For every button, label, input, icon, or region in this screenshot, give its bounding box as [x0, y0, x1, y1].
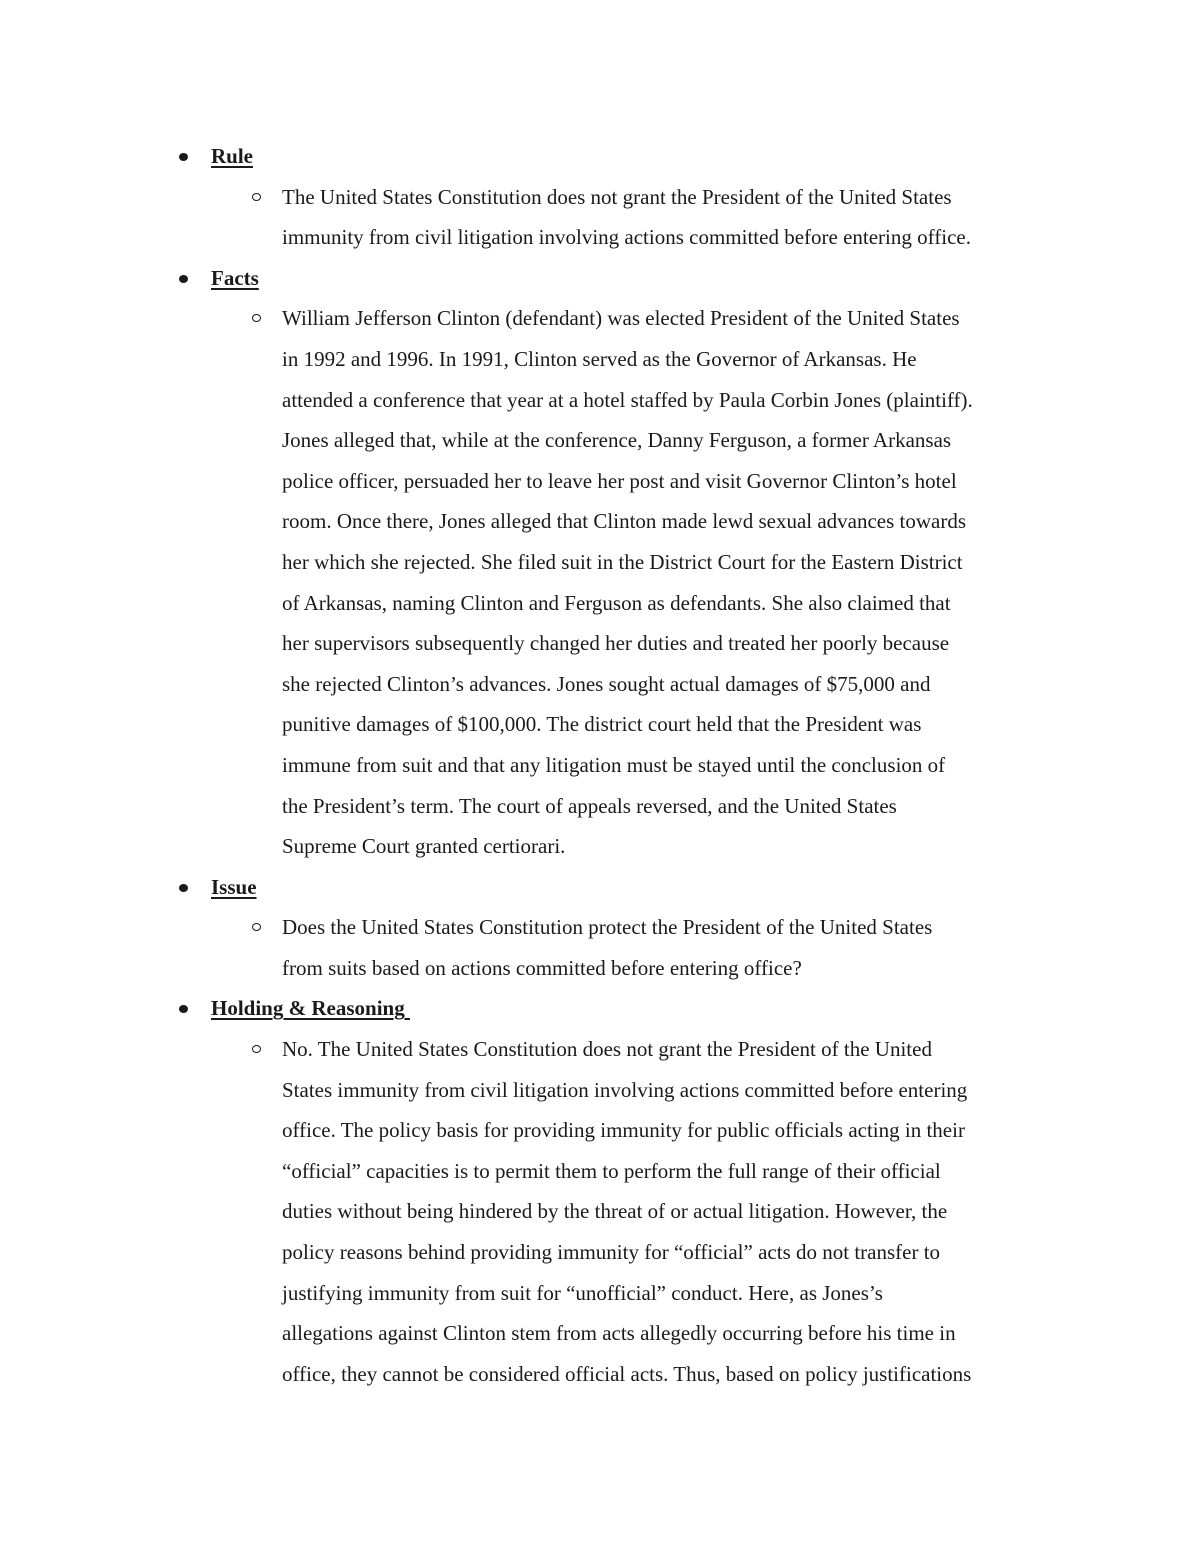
text-line: attended a conference that year at a hotel staffed by Paula Corbin Jones (plaintiff).	[282, 387, 973, 412]
hollow-bullet-icon	[252, 193, 261, 201]
sub-bullet-item	[175, 298, 1075, 866]
paragraph-text	[282, 177, 1075, 258]
text-line: duties without being hindered by the threat of or actual litigation. However, the	[282, 1199, 948, 1224]
text-line: immune from suit and that any litigation must be stayed until the conclusion of	[282, 752, 946, 777]
section-heading: Facts	[211, 265, 259, 290]
section-heading-row	[175, 988, 1075, 1029]
section-rule	[175, 136, 1075, 258]
text-line: States immunity from civil litigation involving actions committed before entering	[282, 1077, 968, 1102]
sub-bullet-item	[175, 907, 1075, 988]
sub-bullet-item	[175, 1029, 1075, 1394]
text-line: policy reasons behind providing immunity for “official” acts do not transfer to	[282, 1240, 941, 1265]
filled-bullet-icon	[179, 1005, 188, 1013]
text-line: room. Once there, Jones alleged that Clinton made lewd sexual advances towards	[282, 509, 967, 534]
section-heading: Rule	[211, 144, 253, 168]
text-line: of Arkansas, naming Clinton and Ferguson as defendants. She also claimed that	[282, 590, 951, 615]
filled-bullet-icon	[179, 884, 188, 892]
section-facts	[175, 258, 1075, 867]
sub-bullet-item	[175, 177, 1075, 258]
case-brief-outline	[175, 136, 1075, 1394]
section-heading-row	[175, 258, 1075, 299]
text-line: William Jefferson Clinton (defendant) was elected President of the United States	[282, 306, 960, 331]
section-heading-row	[175, 867, 1075, 908]
text-line: she rejected Clinton’s advances. Jones sought actual damages of $75,000 and	[282, 671, 931, 696]
text-line: punitive damages of $100,000. The district court held that the President was	[282, 712, 922, 737]
text-line: in 1992 and 1996. In 1991, Clinton served as the Governor of Arkansas. He	[282, 346, 917, 371]
text-line: her supervisors subsequently changed her duties and treated her poorly because	[282, 631, 950, 656]
text-line: Does the United States Constitution protect the President of the United States	[282, 915, 933, 940]
hollow-bullet-icon	[252, 923, 261, 931]
section-heading: Issue	[211, 874, 257, 899]
text-line: police officer, persuaded her to leave her post and visit Governor Clinton’s hotel	[282, 468, 957, 493]
text-line: immunity from civil litigation involving actions committed before entering office.	[282, 225, 971, 250]
filled-bullet-icon	[179, 275, 188, 283]
text-line: The United States Constitution does not grant the President of the United States	[282, 184, 952, 209]
hollow-bullet-icon	[252, 314, 261, 322]
text-line: Jones alleged that, while at the conference, Danny Ferguson, a former Arkansas	[282, 428, 952, 453]
text-line: from suits based on actions committed before entering office?	[282, 955, 802, 980]
filled-bullet-icon	[179, 153, 188, 161]
text-line: justifying immunity from suit for “unofficial” conduct. Here, as Jones’s	[282, 1280, 883, 1305]
text-line: office. The policy basis for providing immunity for public officials acting in their	[282, 1118, 965, 1143]
section-issue	[175, 867, 1075, 989]
section-heading-row	[175, 136, 1075, 177]
hollow-bullet-icon	[252, 1045, 261, 1053]
paragraph-text	[282, 298, 1075, 866]
section-holding-reasoning	[175, 988, 1075, 1394]
text-line: No. The United States Constitution does not grant the President of the United	[282, 1037, 932, 1062]
text-line: allegations against Clinton stem from acts allegedly occurring before his time in	[282, 1321, 956, 1346]
text-line: Supreme Court granted certiorari.	[282, 834, 566, 859]
section-heading: Holding & Reasoning	[211, 996, 410, 1021]
text-line: the President’s term. The court of appeals reversed, and the United States	[282, 793, 897, 818]
text-line: her which she rejected. She filed suit in the District Court for the Eastern District	[282, 549, 963, 574]
text-line: office, they cannot be considered official acts. Thus, based on policy justifications	[282, 1361, 972, 1386]
paragraph-text	[282, 1029, 1075, 1394]
paragraph-text	[282, 907, 1075, 988]
text-line: “official” capacities is to permit them to perform the full range of their official	[282, 1158, 941, 1183]
